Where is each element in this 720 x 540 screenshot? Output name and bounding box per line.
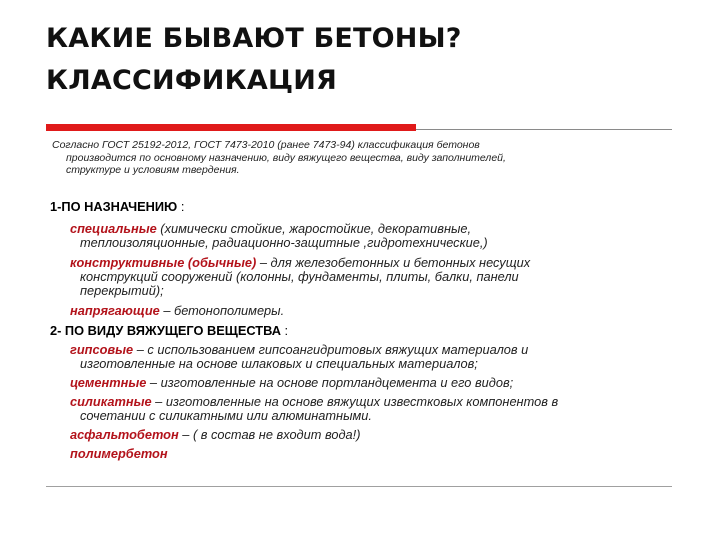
list-item bbox=[50, 395, 690, 423]
intro-line-1: Согласно ГОСТ 25192-2012, ГОСТ 7473-2010 (ранее 7473-94) классификация бетонов bbox=[52, 139, 480, 151]
section-heading-text: 1-ПО НАЗНАЧЕНИЮ bbox=[50, 199, 178, 214]
item-term: напрягающие bbox=[70, 303, 160, 318]
item-cont: изготовленные на основе шлаковых и специальных материалов; bbox=[80, 356, 478, 371]
title-line-1: КАКИЕ БЫВАЮТ БЕТОНЫ? bbox=[46, 23, 462, 54]
item-term: цементные bbox=[70, 375, 147, 390]
section-heading-binder bbox=[50, 324, 690, 338]
item-cont: конструкций сооружений (колонны, фундаменты, плиты, балки, панели bbox=[80, 269, 519, 284]
list-item bbox=[50, 343, 690, 371]
item-term: полимербетон bbox=[70, 446, 168, 461]
item-term: конструктивные (обычные) bbox=[70, 255, 257, 270]
item-desc: – бетонополимеры. bbox=[159, 303, 285, 318]
classification-content bbox=[50, 200, 690, 466]
accent-rule bbox=[46, 124, 416, 131]
list-item bbox=[50, 447, 690, 461]
item-desc: – для железобетонных и бетонных несущих bbox=[256, 255, 531, 270]
item-desc: – изготовленные на основе вяжущих известковых компонентов в bbox=[151, 394, 559, 409]
item-cont: теплоизоляционные, радиационно-защитные ,гидротехнические,) bbox=[80, 235, 488, 250]
item-cont: перекрытий); bbox=[80, 283, 164, 298]
item-term: гипсовые bbox=[70, 342, 134, 357]
item-desc: – с использованием гипсоангидритовых вяжущих материалов и bbox=[133, 342, 529, 357]
section-heading-text: 2- ПО ВИДУ ВЯЖУЩЕГО ВЕЩЕСТВА bbox=[50, 323, 281, 338]
slide-title bbox=[46, 18, 686, 102]
section-heading-colon: : bbox=[280, 323, 289, 338]
item-desc: (химически стойкие, жаростойкие, декоративные, bbox=[156, 221, 472, 236]
list-item bbox=[50, 256, 690, 298]
item-term: асфальтобетон bbox=[70, 427, 179, 442]
item-desc: – ( в состав не входит вода!) bbox=[178, 427, 361, 442]
section-heading-colon: : bbox=[177, 199, 185, 214]
title-line-2: КЛАССИФИКАЦИЯ bbox=[46, 65, 337, 96]
footer-rule bbox=[46, 486, 672, 487]
item-cont: сочетании с силикатными или алюминатными. bbox=[80, 408, 372, 423]
intro-text bbox=[52, 139, 672, 177]
item-term: силикатные bbox=[70, 394, 152, 409]
item-term: специальные bbox=[70, 221, 157, 236]
item-desc: – изготовленные на основе портландцемента и его видов; bbox=[146, 375, 514, 390]
intro-line-2: производится по основному назначению, виду вяжущего вещества, виду заполнителей, bbox=[66, 151, 506, 164]
list-item bbox=[50, 222, 690, 250]
divider-rule bbox=[416, 129, 672, 130]
intro-line-3: структуре и условиям твердения. bbox=[66, 164, 240, 176]
list-item bbox=[50, 376, 690, 390]
list-item bbox=[50, 304, 690, 318]
section-heading-purpose bbox=[50, 200, 690, 214]
list-item bbox=[50, 428, 690, 442]
